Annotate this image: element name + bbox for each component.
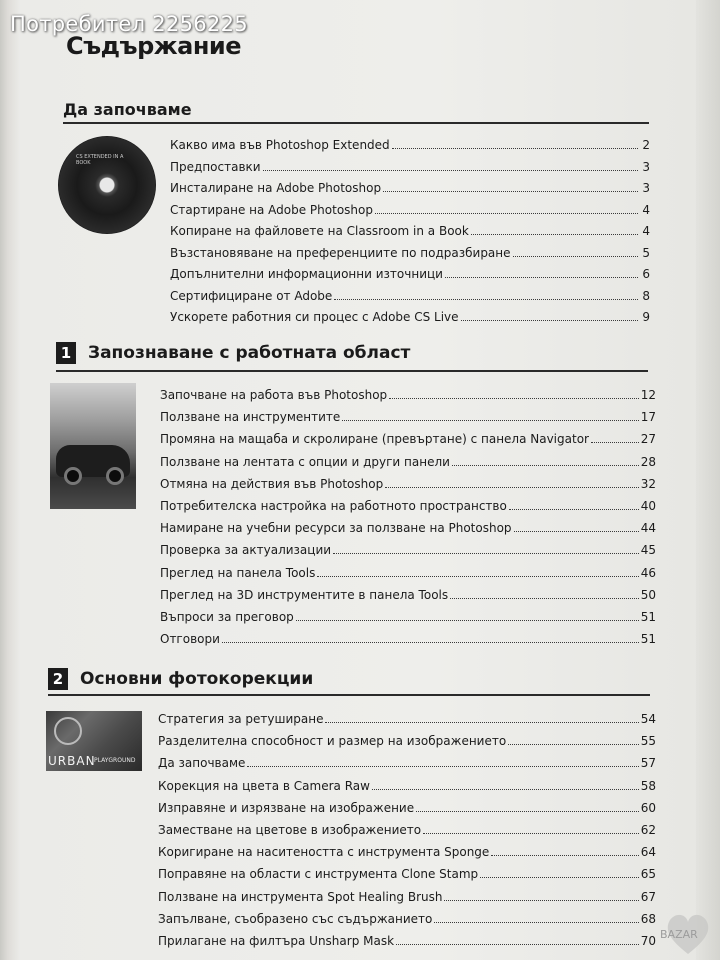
toc-entry	[160, 562, 656, 580]
toc-dot-leader	[461, 320, 638, 321]
chapter-number-badge: 1	[56, 342, 76, 364]
toc-dot-leader	[396, 944, 639, 945]
toc-dot-leader	[416, 811, 639, 812]
toc-dot-leader	[480, 877, 639, 878]
toc-entry	[160, 495, 656, 513]
toc-entry	[160, 517, 656, 535]
cd-label: CS EXTENDED IN A BOOK	[76, 154, 124, 166]
toc-page-number: 54	[640, 712, 656, 726]
toc-entry	[158, 841, 656, 859]
toc-entry	[170, 263, 650, 281]
toc-dot-leader	[389, 398, 639, 399]
toc-entry	[170, 220, 650, 238]
chapter-2-thumbnail	[46, 711, 142, 771]
toc-entry-title: Преглед на 3D инструментите в панела Tools	[160, 587, 449, 602]
toc-dot-leader	[372, 789, 639, 790]
toc-dot-leader	[383, 191, 638, 192]
toc-page-number: 51	[640, 632, 656, 647]
toc-page-number: 45	[640, 543, 656, 558]
toc-dot-leader	[509, 509, 639, 510]
chapter-1-thumbnail	[50, 383, 136, 509]
toc-page-number: 70	[640, 934, 656, 948]
toc-dot-leader	[296, 620, 639, 621]
toc-entry	[158, 908, 656, 926]
toc-page-number: 58	[640, 778, 656, 793]
toc-entry-title: Предпоставки	[170, 159, 261, 174]
toc-entry-title: Възстановяване на преференциите по подразбиране	[170, 245, 511, 260]
toc-entry-title: Стратегия за ретуширане	[158, 712, 324, 726]
clock-circle-shape	[54, 717, 82, 745]
toc-entry-title: Копиране на файловете на Classroom in a Book	[170, 224, 469, 238]
toc-entry	[158, 886, 656, 904]
toc-page-number: 4	[642, 202, 650, 217]
toc-dot-leader	[434, 922, 638, 923]
toc-page-number: 12	[640, 388, 656, 402]
toc-entry	[170, 156, 650, 174]
toc-page-number: 17	[640, 410, 656, 425]
toc-dot-leader	[444, 900, 638, 901]
toc-entry	[158, 930, 656, 948]
toc-dot-leader	[342, 420, 638, 421]
toc-entry	[170, 285, 650, 303]
toc-entry-title: Проверка за актуализации	[160, 543, 332, 558]
toc-page-number: 46	[640, 565, 656, 580]
toc-page-number: 5	[642, 245, 650, 260]
toc-entry-title: Промяна на мащаба и скролиране (превъртане) с панела Navigator	[160, 432, 589, 447]
chapter-number-badge: 2	[48, 668, 68, 690]
toc-page-number: 27	[640, 432, 656, 447]
toc-entry	[170, 306, 650, 324]
toc-entry	[170, 134, 650, 152]
bazar-logo-label: BAZAR	[660, 928, 698, 941]
toc-entry-title: Ползване на лентата с опции и други панели	[160, 454, 450, 469]
toc-page-number: 8	[642, 288, 650, 303]
toc-page-number: 32	[640, 476, 656, 491]
section-heading-photo-corrections	[48, 668, 650, 696]
toc-page-number: 60	[640, 800, 656, 815]
toc-entry-title: Сертифициране от Adobe	[170, 288, 333, 303]
toc-dot-leader	[452, 465, 639, 466]
toc-entry	[160, 584, 656, 602]
toc-entry	[158, 863, 656, 881]
toc-entry-title: Какво има във Photoshop Extended	[170, 138, 390, 152]
toc-page-number: 64	[640, 845, 656, 860]
toc-entry-title: Поправяне на области с инструмента Clone Stamp	[158, 867, 479, 882]
toc-page-number: 3	[642, 181, 650, 195]
toc-entry-title: Прилагане на филтъра Unsharp Mask	[158, 934, 395, 948]
section-heading-text: Да започваме	[63, 100, 192, 119]
toc-page-number: 68	[640, 911, 656, 926]
left-page-bleed	[0, 60, 12, 420]
toc-entry	[160, 539, 656, 557]
toc-entry	[158, 775, 656, 793]
toc-entry	[160, 473, 656, 491]
toc-entry	[158, 797, 656, 815]
toc-entry-title: Потребителска настройка на работното пространство	[160, 499, 507, 513]
toc-entry-title: Инсталиране на Adobe Photoshop	[170, 181, 382, 195]
toc-entry-title: Корекция на цвета в Camera Raw	[158, 778, 370, 793]
toc-entry-title: Ползване на инструмента Spot Healing Brush	[158, 889, 443, 904]
section-heading-workspace	[56, 342, 648, 372]
toc-page-number: 51	[640, 610, 656, 624]
toc-page-number: 28	[640, 454, 656, 469]
toc-entry-title: Допълнителни информационни източници	[170, 267, 443, 281]
toc-dot-leader	[385, 487, 639, 488]
toc-dot-leader	[334, 299, 638, 300]
toc-page-number: 4	[642, 224, 650, 238]
toc-page-number: 67	[640, 889, 656, 904]
toc-page-number: 6	[642, 267, 650, 281]
section-heading-text: Основни фотокорекции	[80, 669, 314, 689]
toc-entry	[158, 819, 656, 837]
cd-disc-image	[58, 136, 156, 234]
section-heading-getting-started	[63, 100, 649, 124]
toc-page-number: 57	[640, 756, 656, 771]
toc-dot-leader	[375, 213, 638, 214]
toc-dot-leader	[423, 833, 639, 834]
page-title: Съдържание	[66, 32, 241, 60]
toc-entry	[160, 406, 656, 424]
toc-page-number: 50	[640, 587, 656, 602]
toc-entry-title: Преглед на панела Tools	[160, 565, 316, 580]
toc-entry-title: Отговори	[160, 632, 220, 647]
toc-entry-title: Отмяна на действия във Photoshop	[160, 476, 384, 491]
toc-entry-title: Ползване на инструментите	[160, 410, 341, 425]
toc-dot-leader	[317, 576, 638, 577]
right-page-edge	[696, 0, 720, 960]
toc-page-number: 62	[640, 823, 656, 837]
toc-dot-leader	[491, 855, 638, 856]
toc-entry-title: Ускорете работния си процес с Adobe CS Live	[170, 310, 459, 324]
toc-entry-title: Започване на работа във Photoshop	[160, 388, 388, 402]
toc-page-number: 3	[642, 159, 650, 174]
car-wheel	[64, 467, 82, 485]
toc-entry-title: Въпроси за преговор	[160, 610, 294, 624]
toc-dot-leader	[591, 442, 639, 443]
toc-dot-leader	[450, 598, 639, 599]
toc-dot-leader	[222, 642, 639, 643]
toc-entry-title: Намиране на учебни ресурси за ползване на Photoshop	[160, 521, 512, 536]
section-heading-text: Запознаване с работната област	[88, 343, 411, 363]
toc-entry-title: Разделителна способност и размер на изображението	[158, 734, 507, 749]
toc-entry	[170, 242, 650, 260]
toc-entry-title: Стартиране на Adobe Photoshop	[170, 202, 373, 217]
toc-dot-leader	[325, 722, 638, 723]
toc-dot-leader	[514, 531, 639, 532]
toc-entry	[160, 451, 656, 469]
toc-page-number: 55	[640, 734, 656, 749]
toc-entry	[158, 752, 656, 770]
toc-dot-leader	[333, 553, 639, 554]
toc-page-number: 65	[640, 867, 656, 882]
toc-entry	[170, 199, 650, 217]
toc-dot-leader	[513, 256, 638, 257]
toc-entry	[160, 628, 656, 646]
toc-entry-title: Изправяне и изрязване на изображение	[158, 800, 415, 815]
toc-entry-title: Коригиране на наситеността с инструмента Sponge	[158, 845, 490, 860]
thumbnail-title: URBAN	[48, 754, 96, 768]
toc-entry-title: Заместване на цветове в изображението	[158, 823, 422, 837]
toc-page-number: 2	[642, 138, 650, 152]
toc-page-number: 44	[640, 521, 656, 536]
toc-entry	[170, 177, 650, 195]
toc-entry	[160, 384, 656, 402]
toc-entry-title: Запълване, съобразено със съдържанието	[158, 911, 433, 926]
toc-dot-leader	[392, 148, 638, 149]
toc-dot-leader	[445, 277, 638, 278]
toc-dot-leader	[247, 766, 638, 767]
toc-entry-title: Да започваме	[158, 756, 246, 771]
toc-entry	[160, 606, 656, 624]
toc-dot-leader	[263, 170, 638, 171]
toc-dot-leader	[471, 234, 638, 235]
toc-page-number: 40	[640, 499, 656, 513]
toc-page-number: 9	[642, 310, 650, 324]
toc-dot-leader	[508, 744, 639, 745]
thumbnail-subtitle: PLAYGROUND	[94, 757, 136, 764]
toc-entry	[158, 708, 656, 726]
toc-entry	[158, 730, 656, 748]
car-wheel	[106, 467, 124, 485]
user-watermark: Потребител 2256225	[10, 12, 248, 36]
toc-entry	[160, 428, 656, 446]
